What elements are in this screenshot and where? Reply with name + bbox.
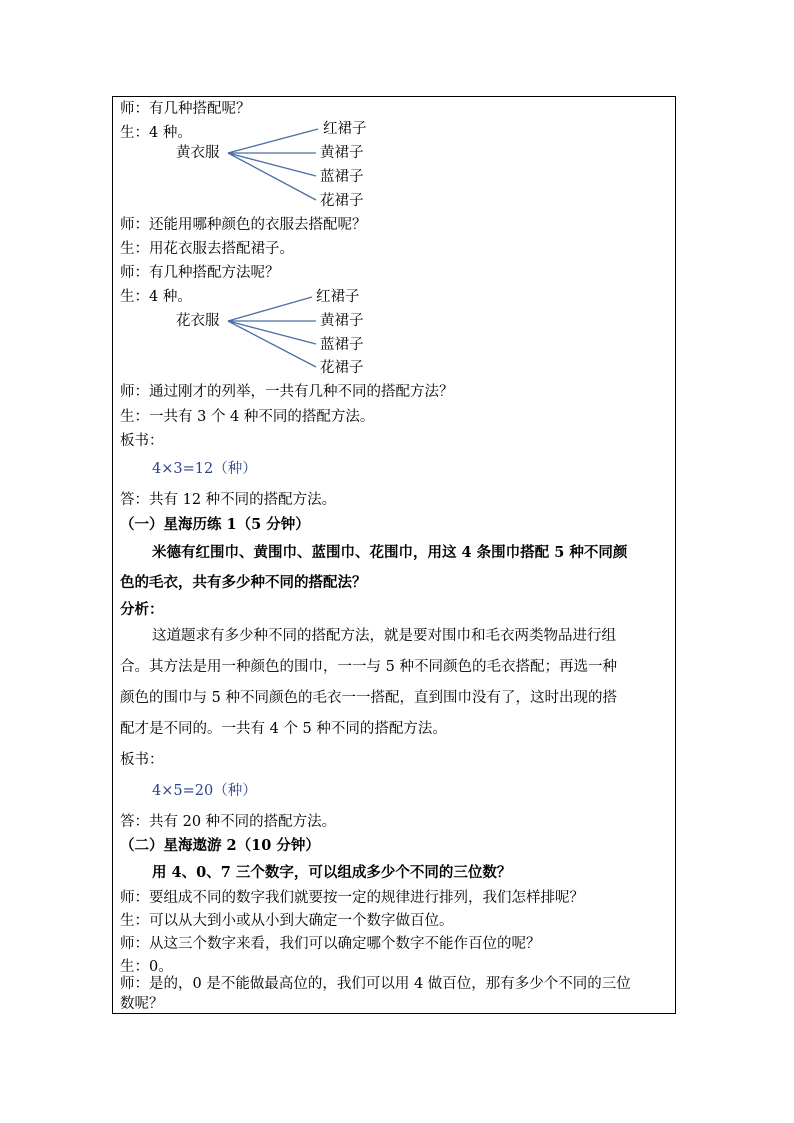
tree1-root: 黄衣服 <box>176 145 220 161</box>
teacher-line: 师：有几种搭配呢？ <box>120 101 251 117</box>
student-line: 生：一共有 3 个 4 种不同的搭配方法。 <box>120 409 375 425</box>
tree1-branch: 蓝裙子 <box>320 169 364 185</box>
tree1-branch: 花裙子 <box>320 193 364 209</box>
teacher-line: 师：还能用哪种颜色的衣服去搭配呢？ <box>120 217 367 233</box>
formula: 4×3=12（种） <box>152 461 257 477</box>
tree1-branch: 黄裙子 <box>320 145 364 161</box>
tree1-branch: 红裙子 <box>323 121 367 137</box>
problem-text: 米德有红围巾、黄围巾、蓝围巾、花围巾，用这 4 条围巾搭配 5 种不同颜 <box>152 544 628 561</box>
teacher-line: 师：要组成不同的数字我们就要按一定的规律进行排列，我们怎样排呢？ <box>120 890 584 906</box>
teacher-line: 师：有几种搭配方法呢？ <box>120 265 280 281</box>
formula: 4×5=20（种） <box>152 783 257 799</box>
teacher-line: 师：从这三个数字来看，我们可以确定哪个数字不能作百位的呢？ <box>120 936 541 952</box>
tree2-root: 花衣服 <box>176 313 220 329</box>
student-line: 生：4 种。 <box>120 125 192 141</box>
analysis-text: 颜色的围巾与 5 种不同颜色的毛衣一一搭配，直到围巾没有了，这时出现的搭 <box>120 690 617 706</box>
student-line: 生：4 种。 <box>120 289 192 305</box>
student-line: 生：可以从大到小或从小到大确定一个数字做百位。 <box>120 913 454 929</box>
tree2-branch: 花裙子 <box>320 360 364 376</box>
student-line: 生：用花衣服去搭配裙子。 <box>120 241 294 257</box>
problem-text: 色的毛衣，共有多少种不同的搭配法？ <box>120 574 367 591</box>
tree2-branch: 黄裙子 <box>320 313 364 329</box>
analysis-text: 配才是不同的。一共有 4 个 5 种不同的搭配方法。 <box>120 721 447 737</box>
problem-text: 用 4、0、7 三个数字，可以组成多少个不同的三位数？ <box>152 864 512 881</box>
board-label: 板书： <box>120 433 164 449</box>
analysis-text: 这道题求有多少种不同的搭配方法，就是要对围巾和毛衣两类物品进行组 <box>152 628 616 644</box>
teacher-line: 师：通过刚才的列举，一共有几种不同的搭配方法？ <box>120 384 454 400</box>
tree2-branch: 蓝裙子 <box>320 337 364 353</box>
section-heading: （二）星海遨游 2（10 分钟） <box>120 837 320 854</box>
section-heading: （一）星海历练 1（5 分钟） <box>120 516 310 533</box>
teacher-line: 数呢？ <box>120 996 164 1012</box>
board-label: 板书： <box>120 752 164 768</box>
answer-line: 答：共有 12 种不同的搭配方法。 <box>120 492 337 508</box>
analysis-text: 合。其方法是用一种颜色的围巾，一一与 5 种不同颜色的毛衣搭配；再选一种 <box>120 659 617 675</box>
analysis-label: 分析： <box>120 601 164 618</box>
teacher-line: 师：是的，0 是不能做最高位的，我们可以用 4 做百位，那有多少个不同的三位 <box>120 976 631 992</box>
tree2-branch: 红裙子 <box>316 289 360 305</box>
student-line: 生：0。 <box>120 959 173 975</box>
answer-line: 答：共有 20 种不同的搭配方法。 <box>120 814 337 830</box>
